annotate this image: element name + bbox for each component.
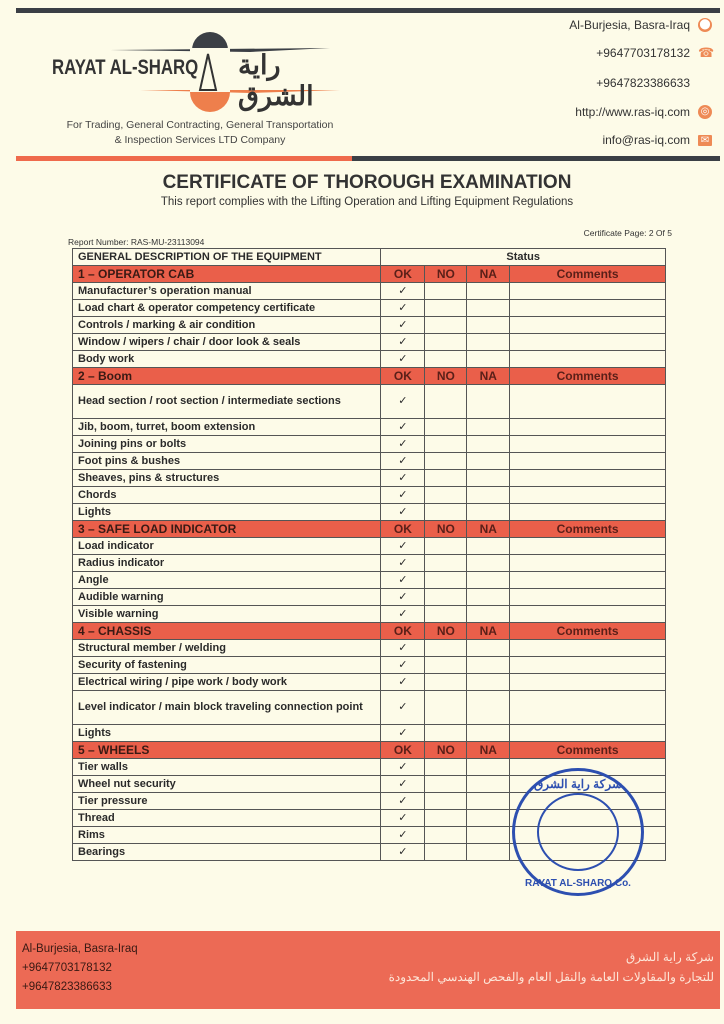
- comments-cell: [510, 606, 666, 623]
- item-description: Tier pressure: [73, 793, 381, 810]
- column-header-ok: OK: [381, 623, 425, 640]
- comments-cell: [510, 691, 666, 725]
- table-row: [73, 640, 666, 657]
- comments-cell: [510, 351, 666, 368]
- comments-cell: [510, 283, 666, 300]
- column-header-na: NA: [467, 521, 510, 538]
- item-description: Thread: [73, 810, 381, 827]
- document-subtitle: This report complies with the Lifting Operation and Lifting Equipment Regulations: [160, 196, 574, 208]
- item-description: Lights: [73, 725, 381, 742]
- no-cell: [425, 589, 467, 606]
- no-cell: [425, 606, 467, 623]
- table-row: [73, 283, 666, 300]
- comments-cell: [510, 589, 666, 606]
- na-cell: [467, 334, 510, 351]
- comments-cell: [510, 470, 666, 487]
- section-title: 3 – SAFE LOAD INDICATOR: [73, 521, 381, 538]
- ok-checkmark-icon: ✓: [381, 759, 425, 776]
- na-cell: [467, 776, 510, 793]
- header-status: Status: [381, 249, 666, 266]
- footer-address: Al-Burjesia, Basra-Iraq: [22, 943, 138, 955]
- ok-checkmark-icon: ✓: [381, 436, 425, 453]
- header-email: info@ras-iq.com: [602, 133, 690, 147]
- no-cell: [425, 725, 467, 742]
- na-cell: [467, 419, 510, 436]
- comments-cell: [510, 504, 666, 521]
- na-cell: [467, 453, 510, 470]
- item-description: Window / wipers / chair / door look & seals: [73, 334, 381, 351]
- column-header-no: NO: [425, 266, 467, 283]
- no-cell: [425, 572, 467, 589]
- column-header-no: NO: [425, 623, 467, 640]
- column-header-na: NA: [467, 368, 510, 385]
- table-row: [73, 453, 666, 470]
- na-cell: [467, 827, 510, 844]
- section-header-row: [73, 742, 666, 759]
- item-description: Angle: [73, 572, 381, 589]
- company-tagline: [40, 118, 360, 148]
- item-description: Visible warning: [73, 606, 381, 623]
- comments-cell: [510, 640, 666, 657]
- item-description: Structural member / welding: [73, 640, 381, 657]
- table-row: [73, 351, 666, 368]
- envelope-icon: ✉: [698, 135, 712, 146]
- item-description: Level indicator / main block traveling connection point: [73, 691, 381, 725]
- divider-orange: [16, 156, 352, 161]
- ok-checkmark-icon: ✓: [381, 419, 425, 436]
- item-description: Audible warning: [73, 589, 381, 606]
- no-cell: [425, 555, 467, 572]
- divider-dark: [352, 156, 720, 161]
- section-title: 4 – CHASSIS: [73, 623, 381, 640]
- no-cell: [425, 419, 467, 436]
- ok-checkmark-icon: ✓: [381, 300, 425, 317]
- na-cell: [467, 844, 510, 861]
- column-header-comments: Comments: [510, 742, 666, 759]
- na-cell: [467, 657, 510, 674]
- item-description: Jib, boom, turret, boom extension: [73, 419, 381, 436]
- item-description: Controls / marking & air condition: [73, 317, 381, 334]
- item-description: Load chart & operator competency certificate: [73, 300, 381, 317]
- table-row: [73, 334, 666, 351]
- ok-checkmark-icon: ✓: [381, 470, 425, 487]
- no-cell: [425, 657, 467, 674]
- comments-cell: [510, 538, 666, 555]
- na-cell: [467, 572, 510, 589]
- table-row: [73, 538, 666, 555]
- column-header-no: NO: [425, 742, 467, 759]
- globe-icon: ◎: [698, 105, 712, 119]
- na-cell: [467, 810, 510, 827]
- column-header-na: NA: [467, 742, 510, 759]
- comments-cell: [510, 385, 666, 419]
- column-header-ok: OK: [381, 521, 425, 538]
- comments-cell: [510, 419, 666, 436]
- section-title: 2 – Boom: [73, 368, 381, 385]
- table-row: [73, 674, 666, 691]
- table-row: [73, 470, 666, 487]
- item-description: Radius indicator: [73, 555, 381, 572]
- table-row: [73, 487, 666, 504]
- comments-cell: [510, 555, 666, 572]
- column-header-comments: Comments: [510, 521, 666, 538]
- logo-text-ar: راية الشرق: [238, 50, 314, 111]
- table-row: [73, 572, 666, 589]
- document-title: CERTIFICATE OF THOROUGH EXAMINATION: [162, 172, 572, 193]
- ok-checkmark-icon: ✓: [381, 793, 425, 810]
- item-description: Wheel nut security: [73, 776, 381, 793]
- section-header-row: [73, 623, 666, 640]
- no-cell: [425, 300, 467, 317]
- ok-checkmark-icon: ✓: [381, 589, 425, 606]
- comments-cell: [510, 725, 666, 742]
- report-number: Report Number: RAS-MU-23113094: [68, 237, 205, 247]
- no-cell: [425, 470, 467, 487]
- table-row: [73, 317, 666, 334]
- table-row: [73, 436, 666, 453]
- no-cell: [425, 674, 467, 691]
- no-cell: [425, 759, 467, 776]
- comments-cell: [510, 487, 666, 504]
- comments-cell: [510, 674, 666, 691]
- no-cell: [425, 317, 467, 334]
- no-cell: [425, 810, 467, 827]
- ok-checkmark-icon: ✓: [381, 351, 425, 368]
- na-cell: [467, 606, 510, 623]
- item-description: Body work: [73, 351, 381, 368]
- comments-cell: [510, 334, 666, 351]
- item-description: Rims: [73, 827, 381, 844]
- comments-cell: [510, 572, 666, 589]
- ok-checkmark-icon: ✓: [381, 657, 425, 674]
- location-pin-icon: ⬤: [699, 19, 711, 30]
- table-row: [73, 300, 666, 317]
- header-description: GENERAL DESCRIPTION OF THE EQUIPMENT: [73, 249, 381, 266]
- ok-checkmark-icon: ✓: [381, 538, 425, 555]
- na-cell: [467, 436, 510, 453]
- ok-checkmark-icon: ✓: [381, 572, 425, 589]
- column-header-no: NO: [425, 521, 467, 538]
- na-cell: [467, 640, 510, 657]
- top-border-bar: [16, 8, 720, 13]
- table-header-row: [73, 249, 666, 266]
- no-cell: [425, 334, 467, 351]
- no-cell: [425, 538, 467, 555]
- section-title: 5 – WHEELS: [73, 742, 381, 759]
- na-cell: [467, 691, 510, 725]
- table-row: [73, 385, 666, 419]
- ok-checkmark-icon: ✓: [381, 844, 425, 861]
- comments-cell: [510, 300, 666, 317]
- ok-checkmark-icon: ✓: [381, 317, 425, 334]
- no-cell: [425, 385, 467, 419]
- ok-checkmark-icon: ✓: [381, 691, 425, 725]
- no-cell: [425, 351, 467, 368]
- footer-arabic-description: للتجارة والمقاولات العامة والنقل العام والفحص الهندسي المحدودة: [388, 970, 714, 984]
- ok-checkmark-icon: ✓: [381, 810, 425, 827]
- table-row: [73, 606, 666, 623]
- na-cell: [467, 555, 510, 572]
- item-description: Chords: [73, 487, 381, 504]
- column-header-comments: Comments: [510, 266, 666, 283]
- item-description: Lights: [73, 504, 381, 521]
- logo-text-en: RAYAT AL-SHARQ: [52, 56, 199, 79]
- table-row: [73, 419, 666, 436]
- na-cell: [467, 674, 510, 691]
- footer-phone-1: +9647703178132: [22, 962, 112, 974]
- section-title: 1 – OPERATOR CAB: [73, 266, 381, 283]
- ok-checkmark-icon: ✓: [381, 776, 425, 793]
- column-header-comments: Comments: [510, 368, 666, 385]
- table-row: [73, 589, 666, 606]
- item-description: Tier walls: [73, 759, 381, 776]
- ok-checkmark-icon: ✓: [381, 453, 425, 470]
- ok-checkmark-icon: ✓: [381, 504, 425, 521]
- na-cell: [467, 504, 510, 521]
- ok-checkmark-icon: ✓: [381, 674, 425, 691]
- header-phone-2: +9647823386633: [596, 76, 690, 90]
- ok-checkmark-icon: ✓: [381, 385, 425, 419]
- item-description: Foot pins & bushes: [73, 453, 381, 470]
- na-cell: [467, 589, 510, 606]
- na-cell: [467, 283, 510, 300]
- na-cell: [467, 317, 510, 334]
- item-description: Sheaves, pins & structures: [73, 470, 381, 487]
- item-description: Bearings: [73, 844, 381, 861]
- company-logo: [50, 20, 350, 115]
- no-cell: [425, 487, 467, 504]
- footer-phone-2: +9647823386633: [22, 981, 112, 993]
- company-stamp: [512, 768, 644, 896]
- no-cell: [425, 844, 467, 861]
- header-phone-1: +9647703178132: [596, 46, 690, 60]
- section-header-row: [73, 368, 666, 385]
- table-row: [73, 691, 666, 725]
- column-header-no: NO: [425, 368, 467, 385]
- column-header-na: NA: [467, 623, 510, 640]
- tagline-line-2: & Inspection Services LTD Company: [114, 134, 286, 146]
- item-description: Joining pins or bolts: [73, 436, 381, 453]
- ok-checkmark-icon: ✓: [381, 606, 425, 623]
- na-cell: [467, 300, 510, 317]
- na-cell: [467, 470, 510, 487]
- no-cell: [425, 436, 467, 453]
- ok-checkmark-icon: ✓: [381, 725, 425, 742]
- ok-checkmark-icon: ✓: [381, 640, 425, 657]
- no-cell: [425, 793, 467, 810]
- na-cell: [467, 351, 510, 368]
- no-cell: [425, 640, 467, 657]
- no-cell: [425, 827, 467, 844]
- no-cell: [425, 283, 467, 300]
- phone-icon: ☎: [698, 45, 715, 60]
- stamp-text-ar: شركة راية الشرق: [533, 777, 623, 791]
- no-cell: [425, 776, 467, 793]
- stamp-text-en: RAYAT AL-SHARQ Co.: [525, 878, 631, 889]
- table-row: [73, 725, 666, 742]
- table-row: [73, 555, 666, 572]
- column-header-ok: OK: [381, 742, 425, 759]
- ok-checkmark-icon: ✓: [381, 487, 425, 504]
- na-cell: [467, 487, 510, 504]
- column-header-comments: Comments: [510, 623, 666, 640]
- na-cell: [467, 538, 510, 555]
- column-header-ok: OK: [381, 266, 425, 283]
- comments-cell: [510, 317, 666, 334]
- certificate-page: Certificate Page: 2 Of 5: [583, 228, 672, 238]
- footer-arabic-name: شركة راية الشرق: [625, 950, 714, 964]
- item-description: Load indicator: [73, 538, 381, 555]
- no-cell: [425, 691, 467, 725]
- section-header-row: [73, 521, 666, 538]
- item-description: Electrical wiring / pipe work / body work: [73, 674, 381, 691]
- na-cell: [467, 385, 510, 419]
- table-row: [73, 657, 666, 674]
- column-header-ok: OK: [381, 368, 425, 385]
- column-header-na: NA: [467, 266, 510, 283]
- header-address: Al-Burjesia, Basra-Iraq: [569, 18, 690, 32]
- ok-checkmark-icon: ✓: [381, 334, 425, 351]
- item-description: Head section / root section / intermediate sections: [73, 385, 381, 419]
- ok-checkmark-icon: ✓: [381, 827, 425, 844]
- comments-cell: [510, 436, 666, 453]
- na-cell: [467, 759, 510, 776]
- no-cell: [425, 504, 467, 521]
- ok-checkmark-icon: ✓: [381, 555, 425, 572]
- comments-cell: [510, 657, 666, 674]
- na-cell: [467, 725, 510, 742]
- table-row: [73, 504, 666, 521]
- no-cell: [425, 453, 467, 470]
- na-cell: [467, 793, 510, 810]
- section-header-row: [73, 266, 666, 283]
- ok-checkmark-icon: ✓: [381, 283, 425, 300]
- tagline-line-1: For Trading, General Contracting, General Transportation: [66, 119, 334, 131]
- comments-cell: [510, 453, 666, 470]
- item-description: Manufacturer’s operation manual: [73, 283, 381, 300]
- item-description: Security of fastening: [73, 657, 381, 674]
- header-website: http://www.ras-iq.com: [575, 105, 690, 119]
